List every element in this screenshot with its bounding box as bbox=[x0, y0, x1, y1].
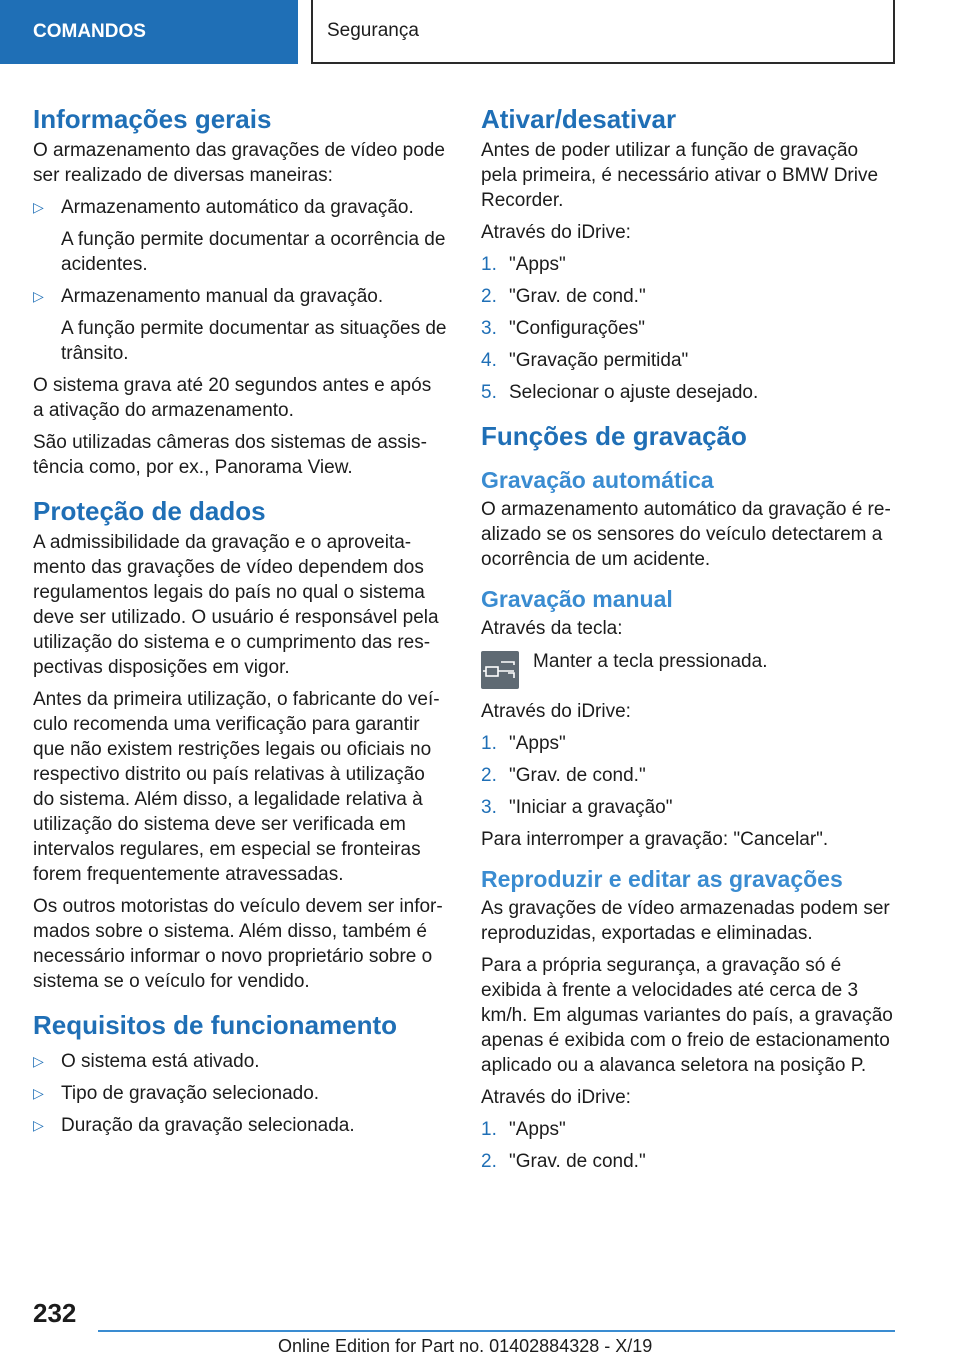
step-text: "Apps" bbox=[509, 733, 566, 754]
paragraph: O sistema grava até 20 segundos antes e após a ativação do armazenamento. bbox=[33, 375, 432, 421]
list-item bbox=[481, 284, 895, 309]
step-text: "Apps" bbox=[509, 1119, 566, 1140]
step-number: 1. bbox=[481, 1119, 497, 1140]
step-number: 2. bbox=[481, 765, 497, 786]
footer-edition: Online Edition for Part no. 01402884328 - X/19 bbox=[278, 1336, 653, 1356]
step-number: 3. bbox=[481, 797, 497, 818]
step-text: "Apps" bbox=[509, 254, 566, 275]
manual-recording-title: Gravação manual bbox=[481, 586, 673, 612]
triangle-bullet-icon: ▷ bbox=[33, 1085, 44, 1101]
bullet-item bbox=[33, 284, 447, 366]
activate-title: Ativar/desativar bbox=[481, 104, 677, 134]
step-number: 3. bbox=[481, 318, 497, 339]
general-info-section bbox=[33, 102, 447, 480]
section-label: Segurança bbox=[327, 20, 419, 41]
list-item bbox=[481, 1149, 895, 1174]
step-number: 1. bbox=[481, 254, 497, 275]
auto-recording-subsection bbox=[481, 465, 895, 572]
paragraph: Os outros motoristas do veículo devem ser informados sobre o sistema. Além disso, também é necessário informar o novo proprietário sobre o sistema se o veículo for vendido. bbox=[33, 896, 443, 992]
step-text: "Grav. de cond." bbox=[509, 286, 646, 307]
chapter-label: COMANDOS bbox=[33, 21, 146, 42]
list-item bbox=[481, 763, 895, 788]
paragraph: Através da tecla: bbox=[481, 618, 623, 639]
recording-functions-section bbox=[481, 419, 895, 1174]
bullet-text: Armazenamento manual da gravação. bbox=[61, 286, 384, 307]
bullet-subtext: A função permite documentar a ocorrência de acidentes. bbox=[61, 229, 446, 275]
bullet-item bbox=[33, 1113, 447, 1138]
bullet-item bbox=[33, 1081, 447, 1106]
playback-subsection bbox=[481, 864, 895, 1174]
key-text: Manter a tecla pressionada. bbox=[533, 651, 768, 672]
camera-key-icon bbox=[481, 651, 519, 689]
paragraph: Para a própria segurança, a gravação só é exibida à frente a velocidades até cerca de 3 km/h. Em algumas variantes do país, a gravação apenas é exibida com o freio de estacionamento aplicado ou a alavanca seletora na posição P. bbox=[481, 955, 893, 1076]
step-text: "Iniciar a gravação" bbox=[509, 797, 673, 818]
paragraph: Antes da primeira utilização, o fabricante do veículo recomenda uma verificação para garantir que não existem restrições legais ou oficiais no respectivo distrito ou país relativas à utilização do sistema. Além disso, a legalidade relativa à utilização do sistema deve ser verificada em intervalos regulares, em especial se fronteiras forem frequentemente atravessadas. bbox=[33, 689, 440, 885]
general-info-intro: O armazenamento das gravações de vídeo pode ser realizado de diversas maneiras: bbox=[33, 140, 445, 186]
triangle-bullet-icon: ▷ bbox=[33, 199, 44, 215]
step-number: 4. bbox=[481, 350, 497, 371]
list-item bbox=[481, 252, 895, 277]
triangle-bullet-icon: ▷ bbox=[33, 288, 44, 304]
step-number: 1. bbox=[481, 733, 497, 754]
bullet-text: Tipo de gravação selecionado. bbox=[61, 1083, 320, 1104]
bullet-item bbox=[33, 195, 447, 277]
auto-recording-title: Gravação automática bbox=[481, 467, 714, 493]
step-number: 2. bbox=[481, 286, 497, 307]
data-protection-title: Proteção de dados bbox=[33, 496, 266, 526]
list-item bbox=[481, 348, 895, 373]
paragraph: A admissibilidade da gravação e o aproveitamento das gravações de vídeo dependem dos regulamentos legais do país no qual o sistema deve ser utilizado. O usuário é responsável pela utilização do sistema e o cumprimento das respectivas disposições em vigor. bbox=[33, 532, 439, 678]
step-number: 5. bbox=[481, 382, 497, 403]
bullet-text: O sistema está ativado. bbox=[61, 1051, 260, 1072]
bullet-text: Armazenamento automático da gravação. bbox=[61, 197, 414, 218]
recording-functions-title: Funções de gravação bbox=[481, 421, 747, 451]
paragraph: São utilizadas câmeras dos sistemas de assistência como, por ex., Panorama View. bbox=[33, 432, 427, 478]
list-item bbox=[481, 380, 895, 405]
paragraph: Através do iDrive: bbox=[481, 222, 631, 243]
list-item bbox=[481, 1117, 895, 1142]
requirements-section bbox=[33, 1008, 447, 1138]
paragraph: Antes de poder utilizar a função de gravação pela primeira, é necessário ativar o BMW Drive Recorder. bbox=[481, 140, 879, 211]
bullet-item bbox=[33, 1049, 447, 1074]
section-header bbox=[311, 0, 895, 64]
list-item bbox=[481, 795, 895, 820]
step-number: 2. bbox=[481, 1151, 497, 1172]
triangle-bullet-icon: ▷ bbox=[33, 1117, 44, 1133]
step-text: "Grav. de cond." bbox=[509, 1151, 646, 1172]
list-item bbox=[481, 731, 895, 756]
key-instruction bbox=[481, 649, 895, 689]
paragraph: Através do iDrive: bbox=[481, 701, 631, 722]
general-info-title: Informações gerais bbox=[33, 104, 272, 134]
footer-divider bbox=[98, 1330, 895, 1332]
manual-recording-subsection bbox=[481, 584, 895, 852]
activate-section bbox=[481, 102, 895, 405]
left-column bbox=[33, 102, 447, 1145]
page-number: 232 bbox=[33, 1298, 77, 1328]
paragraph: O armazenamento automático da gravação é realizado se os sensores do veículo detectarem a ocorrência de um acidente. bbox=[481, 499, 891, 570]
step-text: "Gravação permitida" bbox=[509, 350, 689, 371]
bullet-subtext: A função permite documentar as situações de trânsito. bbox=[61, 318, 447, 364]
paragraph: Para interromper a gravação: "Cancelar". bbox=[481, 829, 829, 850]
requirements-title: Requisitos de funcionamento bbox=[33, 1010, 398, 1040]
paragraph: As gravações de vídeo armazenadas podem ser reproduzidas, exportadas e eliminadas. bbox=[481, 898, 890, 944]
chapter-tab bbox=[0, 0, 298, 64]
step-text: Selecionar o ajuste desejado. bbox=[509, 382, 759, 403]
data-protection-section bbox=[33, 494, 447, 994]
paragraph: Através do iDrive: bbox=[481, 1087, 631, 1108]
step-text: "Grav. de cond." bbox=[509, 765, 646, 786]
right-column bbox=[481, 102, 895, 1181]
triangle-bullet-icon: ▷ bbox=[33, 1053, 44, 1069]
list-item bbox=[481, 316, 895, 341]
playback-title: Reproduzir e editar as gravações bbox=[481, 866, 843, 892]
step-text: "Configurações" bbox=[509, 318, 646, 339]
bullet-text: Duração da gravação selecionada. bbox=[61, 1115, 355, 1136]
